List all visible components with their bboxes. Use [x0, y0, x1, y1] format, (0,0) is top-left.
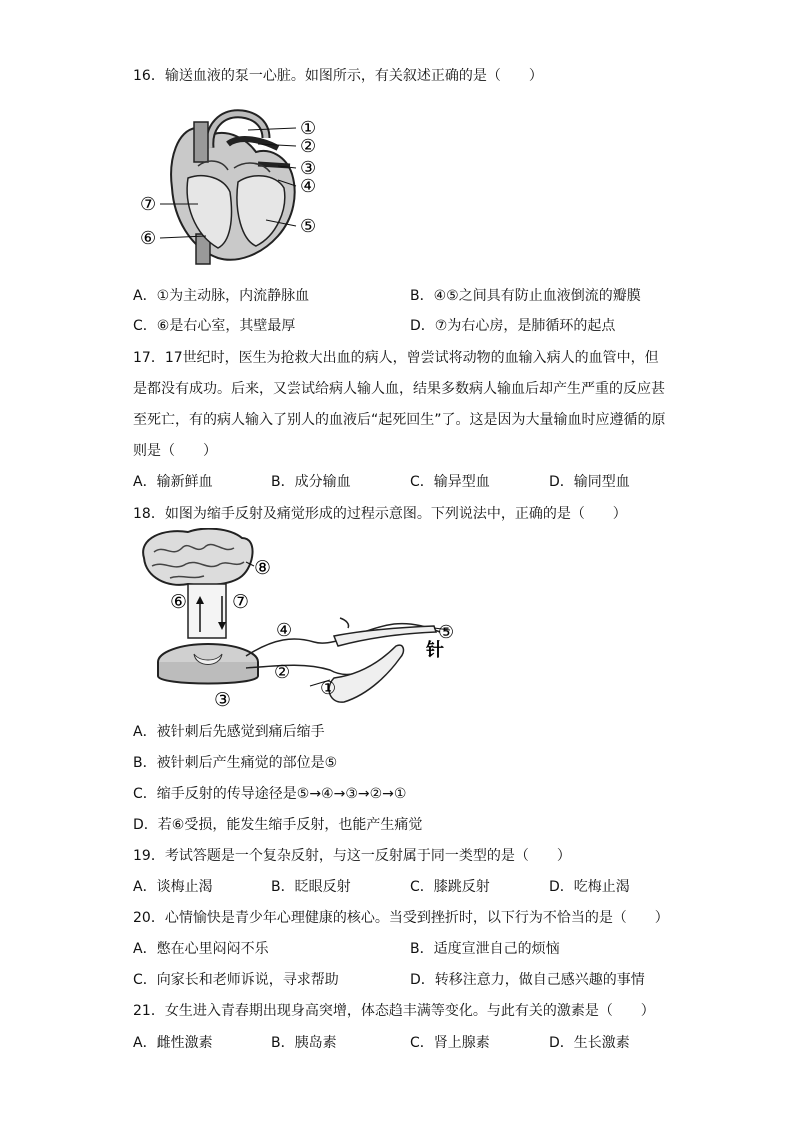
q17-option-a: A．输新鲜血 [133, 474, 213, 490]
q17-option-c: C．输异型血 [410, 474, 490, 490]
reflex-arc-diagram [134, 528, 466, 710]
q21-option-b: B．胰岛素 [271, 1035, 337, 1051]
q16-option-a: A．①为主动脉，内流静脉血 [133, 288, 310, 304]
heart-label-7: ⑦ [140, 194, 157, 215]
q17-stem-line-4: 则是（ ） [133, 443, 217, 459]
reflex-label-5: ⑤ [438, 622, 455, 643]
q20-option-c: C．向家长和老师诉说，寻求帮助 [133, 972, 339, 988]
q18-stem: 18．如图为缩手反射及痛觉形成的过程示意图。下列说法中，正确的是（ ） [133, 506, 627, 522]
reflex-label-needle: 针 [426, 640, 444, 661]
q19-option-b: B．眨眼反射 [271, 879, 351, 895]
heart-label-1: ① [300, 118, 317, 139]
q17-stem-line-3: 至死亡，有的病人输入了别人的血液后“起死回生”了。这是因为大量输血时应遵循的原 [133, 412, 666, 428]
q19-option-d: D．吃梅止渴 [549, 879, 630, 895]
q16-option-d: D．⑦为右心房，是肺循环的起点 [410, 318, 616, 334]
reflex-label-4: ④ [276, 620, 293, 641]
q17-stem-line-1: 17．17世纪时，医生为抢救大出血的病人，曾尝试将动物的血输入病人的血管中，但 [133, 350, 659, 366]
q21-stem: 21．女生进入青春期出现身高突增，体态趋丰满等变化。与此有关的激素是（ ） [133, 1003, 655, 1019]
q18-option-a: A．被针刺后先感觉到痛后缩手 [133, 724, 325, 740]
q21-option-d: D．生长激素 [549, 1035, 630, 1051]
q16-option-b: B．④⑤之间具有防止血液倒流的瓣膜 [410, 288, 641, 304]
heart-label-3: ③ [300, 158, 317, 179]
q18-option-b: B．被针刺后产生痛觉的部位是⑤ [133, 755, 338, 771]
q16-option-c: C．⑥是右心室，其壁最厚 [133, 318, 296, 334]
heart-label-4: ④ [300, 176, 317, 197]
q21-option-c: C．肾上腺素 [410, 1035, 490, 1051]
q20-option-d: D．转移注意力，做自己感兴趣的事情 [410, 972, 645, 988]
q17-stem-line-2: 是都没有成功。后来，又尝试给病人输人血，结果多数病人输血后却产生严重的反应甚 [133, 381, 665, 397]
heart-diagram [138, 108, 323, 273]
reflex-label-1: ① [320, 678, 337, 699]
q18-option-d: D．若⑥受损，能发生缩手反射，也能产生痛觉 [133, 817, 423, 833]
heart-label-2: ② [300, 136, 317, 157]
reflex-label-7: ⑦ [232, 591, 250, 613]
q17-option-b: B．成分输血 [271, 474, 351, 490]
q16-stem: 16．输送血液的泵一心脏。如图所示，有关叙述正确的是（ ） [133, 68, 543, 84]
q17-option-d: D．输同型血 [549, 474, 630, 490]
heart-label-6: ⑥ [140, 228, 157, 249]
q20-option-a: A．憋在心里闷闷不乐 [133, 941, 269, 957]
q20-option-b: B．适度宣泄自己的烦恼 [410, 941, 560, 957]
reflex-label-6: ⑥ [170, 591, 188, 613]
q19-option-c: C．膝跳反射 [410, 879, 490, 895]
heart-label-5: ⑤ [300, 216, 317, 237]
q19-stem: 19．考试答题是一个复杂反射，与这一反射属于同一类型的是（ ） [133, 848, 571, 864]
q18-option-c: C．缩手反射的传导途径是⑤→④→③→②→① [133, 786, 407, 802]
reflex-label-2: ② [274, 662, 291, 683]
reflex-label-3: ③ [214, 689, 232, 710]
q20-stem: 20．心情愉快是青少年心理健康的核心。当受到挫折时，以下行为不恰当的是（ ） [133, 910, 669, 926]
q21-option-a: A．雌性激素 [133, 1035, 213, 1051]
q19-option-a: A．谈梅止渴 [133, 879, 213, 895]
reflex-label-8: ⑧ [254, 557, 272, 579]
